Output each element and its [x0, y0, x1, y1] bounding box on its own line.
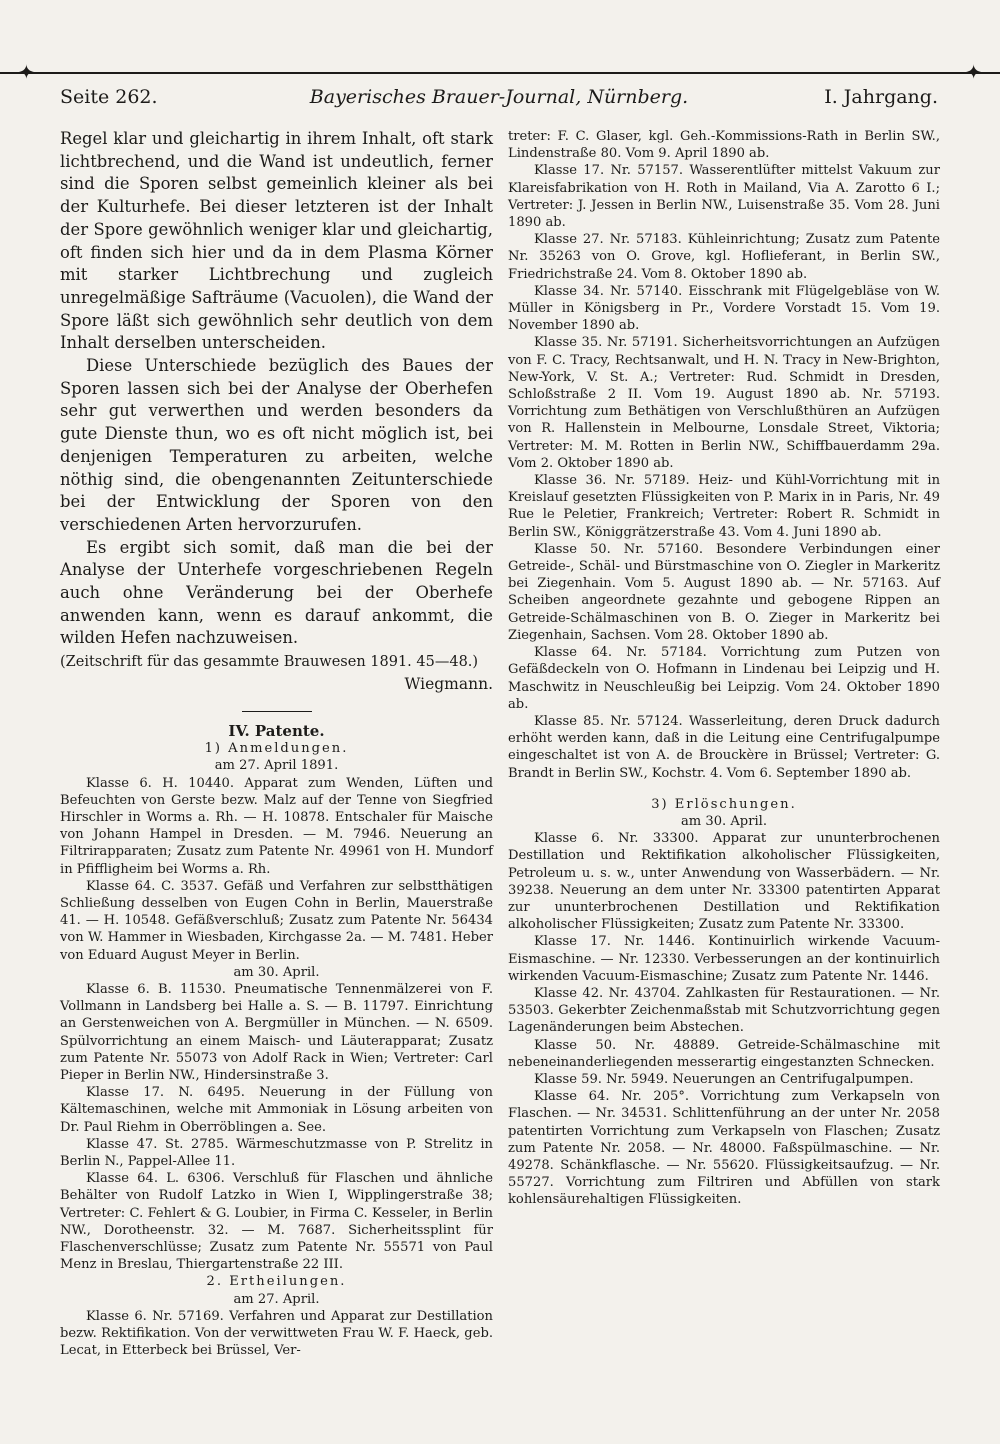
section-heading: IV. Patente. [228, 722, 325, 741]
patent-entry: Klasse 64. C. 3537. Gefäß und Verfahren zur selbstthätigen Schließung desselben von Eugen Cohn in Berlin, Mauerstraße 41. — H. 10548. Gefäßverschluß; Zusatz zum Patente Nr. 56434 von W. Hammer in Wiesbaden, Kirchgasse 2a. — M. 7481. Heber von Eduard August Meyer in Berlin. [60, 878, 493, 963]
patent-entry: Klasse 34. Nr. 57140. Eisschrank mit Flügelgebläse von W. Müller in Königsberg in Pr., Vordere Vorstadt 15. Vom 19. November 1890 ab. [508, 283, 940, 334]
paragraph: Es ergibt sich somit, daß man die bei der Analyse der Unterhefe vorgeschriebenen Regeln auch ohne Veränderung bei der Oberhefe anwenden kann, wenn es darauf ankommt, die wilden Hefen nachzuweisen. [60, 537, 493, 648]
patent-entry: Klasse 42. Nr. 43704. Zahlkasten für Restaurationen. — Nr. 53503. Gekerbter Zeichenmaßstab mit Schutzvorrichtung gegen Lagenänderungen beim Abstechen. [508, 985, 940, 1036]
subsection-heading: 1) Anmeldungen. [204, 741, 349, 757]
patent-entry: Klasse 64. Nr. 57184. Vorrichtung zum Putzen von Gefäßdeckeln von O. Hofmann in Lindenau bei Leipzig und H. Maschwitz in Neuschleußig bei Leipzig. Vom 24. Oktober 1890 ab. [508, 645, 940, 712]
source-citation: (Zeitschrift für das gesammte Brauwesen 1891. 45—48.) [60, 654, 479, 671]
patent-entry: Klasse 64. Nr. 205°. Vorrichtung zum Verkapseln von Flaschen. — Nr. 34531. Schlittenführung an der unter Nr. 2058 patentirten Vorrichtung zum Verkapseln von Flaschen; Zusatz zum Patente Nr. 2058. — Nr. 48000. Faßspülmaschine. — Nr. 49278. Schänkflasche. — Nr. 55620. Flüssigkeitsaufzug. — Nr. 55727. Vorrichtung zum Filtriren und Abfüllen von stark kohlensäurehaltigen Flüssigkeiten. [508, 1089, 940, 1208]
left-column [60, 128, 493, 1359]
patent-entry: Klasse 50. Nr. 48889. Getreide-Schälmaschine mit nebeneinanderliegenden messerartig eingestanzten Schnecken. [508, 1037, 940, 1070]
patent-entry: Klasse 6. Nr. 57169. Verfahren und Apparat zur Destillation bezw. Rektifikation. Von der verwittweten Frau W. F. Haeck, geb. Lecat, in Etterbeck bei Brüssel, Ver- [60, 1308, 493, 1359]
ornament-left-icon: ✦ [18, 60, 35, 84]
date-heading: am 30. April. [233, 964, 320, 980]
date-heading: am 27. April. [233, 1291, 320, 1307]
patent-entry: Klasse 47. St. 2785. Wärmeschutzmasse von P. Strelitz in Berlin N., Pappel-Allee 11. [60, 1136, 493, 1170]
patent-entry: Klasse 17. Nr. 1446. Kontinuirlich wirkende Vacuum-Eismaschine. — Nr. 12330. Verbesserungen an der kontinuirlich wirkenden Vacuum-Eismaschine; Zusatz zum Patente Nr. 1446. [508, 934, 940, 984]
patent-entry: treter: F. C. Glaser, kgl. Geh.-Kommissions-Rath in Berlin SW., Lindenstraße 80. Vom 9. April 1890 ab. [508, 129, 940, 162]
header-rule [0, 72, 1000, 74]
paragraph: Regel klar und gleichartig in ihrem Inhalt, oft stark lichtbrechend, und die Wand ist undeutlich, ferner sind die Sporen selbst gemeinlich kleiner als bei der Kulturhefe. Bei dieser letzteren ist der Inhalt der Spore gewöhnlich weniger klar und gleichartig, oft finden sich hier und da in dem Plasma Körner mit starker Lichtbrechung und zugleich unregelmäßige Safträume (Vacuolen), die Wand der Spore läßt sich gewöhnlich sehr deutlich von dem Inhalt derselben unterscheiden. [60, 129, 493, 353]
author-signature: Wiegmann. [404, 675, 493, 694]
patent-entry: Klasse 6. H. 10440. Apparat zum Wenden, Lüften und Befeuchten von Gerste bezw. Malz auf der Tenne von Siegfried Hirschler in Worms a. Rh. — H. 10878. Entschaler für Maische von Johann Hampel in Dresden. — M. 7946. Neuerung an Filtrirapparaten; Zusatz zum Patente Nr. 49961 von H. Mundorf in Pfiffligheim bei Worms a. Rh. [60, 775, 493, 877]
date-heading: am 30. April. [680, 813, 767, 829]
patent-entry: Klasse 17. N. 6495. Neuerung in der Füllung von Kältemaschinen, welche mit Ammoniak in Lösung arbeiten von Dr. Paul Riehm in Oberröblingen a. See. [60, 1085, 493, 1135]
patent-entry: Klasse 36. Nr. 57189. Heiz- und Kühl-Vorrichtung mit in Kreislauf gesetzten Flüssigkeiten von P. Marix in in Paris, Nr. 49 Rue le Peletier, Frankreich; Vertreter: Robert R. Schmidt in Berlin SW., Königgrätzerstraße 43. Vom 4. Juni 1890 ab. [508, 473, 940, 540]
patent-entry: Klasse 17. Nr. 57157. Wasserentlüfter mittelst Vakuum zur Klareisfabrikation von H. Roth in Mailand, Via A. Zarotto 6 I.; Vertreter: J. Jessen in Berlin NW., Luisenstraße 35. Vom 28. Juni 1890 ab. [508, 163, 940, 231]
paragraph: Diese Unterschiede bezüglich des Baues der Sporen lassen sich bei der Analyse der Oberhefen sehr gut verwerthen und werden besonders da gute Dienste thun, wo es oft nicht möglich ist, bei denjenigen Temperaturen zu arbeiten, welche nöthig sind, die obengenannten Zeitunterschiede bei der Entwicklung der Sporen von den verschiedenen Arten hervorzurufen. [60, 356, 493, 534]
patent-entry: Klasse 6. B. 11530. Pneumatische Tennenmälzerei von F. Vollmann in Landsberg bei Halle a. S. — B. 11797. Einrichtung an Gerstenweichen von A. Bergmüller in München. — N. 6509. Spülvorrichtung an einem Maisch- und Läuterapparat; Zusatz zum Patente Nr. 55073 von Adolf Rack in Wien; Vertreter: Carl Pieper in Berlin NW., Hindersinstraße 3. [60, 982, 493, 1084]
ornament-right-icon: ✦ [965, 60, 982, 84]
patent-entry: Klasse 27. Nr. 57183. Kühleinrichtung; Zusatz zum Patente Nr. 35263 von O. Grove, kgl. Hoflieferant, in Berlin SW., Friedrichstraße 24. Vom 8. Oktober 1890 ab. [508, 232, 940, 282]
section-divider [242, 711, 312, 712]
patent-entry: Klasse 64. L. 6306. Verschluß für Flaschen und ähnliche Behälter von Rudolf Latzko in Wien I, Wipplingerstraße 38; Vertreter: C. Fehlert & G. Loubier, in Firma C. Kesseler, in Berlin NW., Dorotheenstr. 32. — M. 7687. Sicherheitssplint für Flaschenverschlüsse; Zusatz zum Patente Nr. 55571 von Paul Menz in Breslau, Thiergartenstraße 22 III. [60, 1171, 493, 1273]
right-column [508, 128, 940, 1209]
date-heading: am 27. April 1891. [214, 758, 339, 774]
patent-entry: Klasse 35. Nr. 57191. Sicherheitsvorrichtungen an Aufzügen von F. C. Tracy, Rechtsanwalt, und H. N. Tracy in New-Brighton, New-York, V. St. A.; Vertreter: Rud. Schmidt in Dresden, Schloßstraße 2 II. Vom 19. August 1890 ab. Nr. 57193. Vorrichtung zum Bethätigen von Verschlußthüren an Aufzügen von R. Hallenstein in Melbourne, Lonsdale Street, Viktoria; Vertreter: M. M. Rotten in Berlin NW., Schiffbauerdamm 29a. Vom 2. Oktober 1890 ab. [508, 335, 940, 471]
subsection-heading: 3) Erlöschungen. [651, 796, 797, 812]
patent-entry: Klasse 6. Nr. 33300. Apparat zur ununterbrochenen Destillation und Rektifikation alkoholischer Flüssigkeiten, Petroleum u. s. w., unter Anwendung von Wasserbädern. — Nr. 39238. Neuerung an dem unter Nr. 33300 patentirten Apparat zur ununterbrochenen Destillation und Rektifikation alkoholischer Flüssigkeiten; Zusatz zum Patente Nr. 33300. [508, 831, 940, 933]
patent-entry: Klasse 50. Nr. 57160. Besondere Verbindungen einer Getreide-, Schäl- und Bürstmaschine von O. Ziegler in Markeritz bei Ziegenhain. Vom 5. August 1890 ab. — Nr. 57163. Auf Scheiben angeordnete gezahnte und gebogene Rippen an Getreide-Schälmaschinen von B. O. Zieger in Markeritz bei Ziegenhain, Sachsen. Vom 28. Oktober 1890 ab. [508, 541, 940, 643]
subsection-heading: 2. Ertheilungen. [206, 1274, 347, 1290]
patent-entry: Klasse 59. Nr. 5949. Neuerungen an Centrifugalpumpen. [534, 1071, 914, 1087]
volume-label: I. Jahrgang. [824, 86, 938, 108]
running-header [60, 86, 938, 116]
page-number: Seite 262. [60, 86, 158, 108]
journal-title: Bayerisches Brauer-Journal, Nürnberg. [309, 86, 689, 108]
patent-entry: Klasse 85. Nr. 57124. Wasserleitung, deren Druck dadurch erhöht werden kann, daß in die Leitung eine Centrifugalpumpe eingeschaltet ist von A. de Brouckère in Brüssel; Vertreter: G. Brandt in Berlin SW., Kochstr. 4. Vom 6. September 1890 ab. [508, 713, 940, 781]
